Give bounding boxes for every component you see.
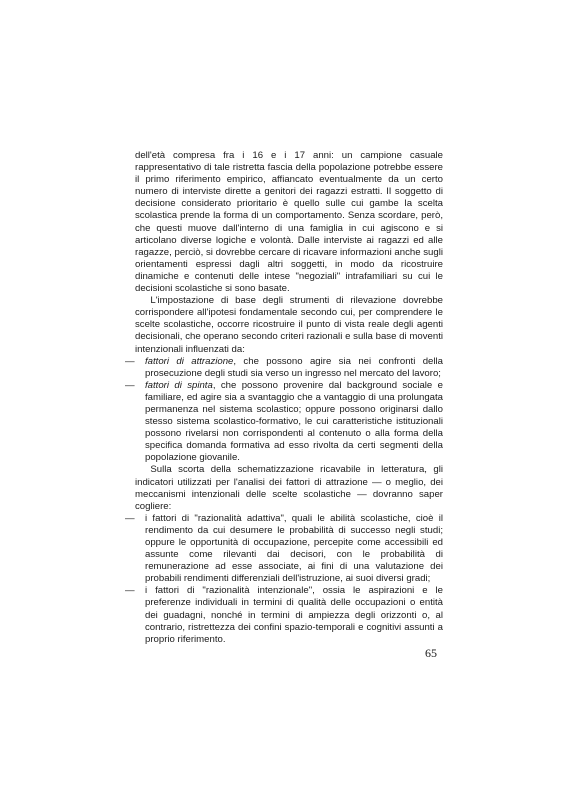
list-item-text: i fattori di "razionalità adattiva", quali le abilità scolastiche, cioè il rendimento da cui desumere le probabilità di successo negli studi; oppure le opportunità di occupazione, percepite come accessibili ed assunte come rilevanti dai decisori, con le probabilità di remunerazione ad esse associate, ai fini di una valutazione dei probabili rendimenti differenziali dell'istruzione, ai suoi diversi gradi; bbox=[145, 512, 443, 585]
factors-list bbox=[125, 355, 443, 465]
paragraph-1: dell'età compresa fra i 16 e i 17 anni: un campione casuale rappresentativo di tale ristretta fascia della popolazione potrebbe essere il primo riferimento empirico, affiancato eventualmente da un certo numero di interviste dirette a genitori dei ragazzi estratti. Il soggetto di decisione considerato prioritario è quello sulle cui gambe la scelta scolastica prende la forma di un comportamento. Senza scordare, però, che questi muove dall'interno di una famiglia in cui agiscono e si articolano diverse logiche e volontà. Dalle interviste ai ragazzi ed alle ragazze, perciò, si dovrebbe cercare di ricavare informazioni anche sugli orientamenti espressi dagli altri soggetti, in modo da ricostruire dinamiche e contenuti delle intese "negoziali" intrafamiliari su cui le decisioni scolastiche si sono basate. bbox=[135, 150, 443, 295]
dash-bullet: — bbox=[125, 512, 135, 524]
list-item-text: i fattori di "razionalità intenzionale", ossia le aspirazioni e le preferenze individuali in termini di qualità delle occupazioni o entità dei guadagni, nonché in termini di ampiezza degli orizzonti o, al contrario, ristrettezza dei confini spazio-temporali e cognitivi assunti a proprio riferimento. bbox=[145, 585, 443, 645]
list-item-text: , che possono provenire dal background sociale e familiare, ed agire sia a svantaggio che a vantaggio di una prolungata permanenza nel sistema scolastico; oppure possono originarsi dallo stesso sistema scolastico-formativo, le cui caratteristiche istituzionali possono rivelarsi non corrispondenti al contenuto o alla forma della specifica domanda formativa ad esso rivolta da certi segmenti della popolazione giovanile. bbox=[145, 379, 443, 464]
dash-bullet: — bbox=[125, 585, 135, 597]
page-number: 65 bbox=[425, 646, 437, 660]
list-item-push bbox=[125, 379, 443, 465]
paragraph-3: Sulla scorta della schematizzazione ricavabile in letteratura, gli indicatori utilizzati per l'analisi dei fattori di attrazione — o meglio, dei meccanismi intenzionali delle scelte scolastiche — dovranno saper cogliere: bbox=[135, 464, 443, 512]
body-text bbox=[125, 150, 443, 646]
term-attraction: fattori di attrazione bbox=[145, 355, 234, 367]
list-item-attraction bbox=[125, 355, 443, 380]
list-item-text: , che possono agire sia nei confronti della prosecuzione degli studi sia verso un ingresso nel mercato del lavoro; bbox=[145, 355, 443, 379]
rationality-list bbox=[125, 512, 443, 646]
list-item-adaptive bbox=[125, 512, 443, 586]
dash-bullet: — bbox=[125, 355, 135, 367]
term-push: fattori di spinta bbox=[145, 379, 213, 391]
list-item-intentional bbox=[125, 585, 443, 645]
paragraph-2: L'impostazione di base degli strumenti di rilevazione dovrebbe corrispondere all'ipotesi fondamentale secondo cui, per comprendere le scelte scolastiche, occorre ricostruire il punto di vista reale degli agenti decisionali, che operano secondo criteri razionali e sulla base di moventi intenzionali influenzati da: bbox=[135, 295, 443, 355]
dash-bullet: — bbox=[125, 379, 135, 391]
